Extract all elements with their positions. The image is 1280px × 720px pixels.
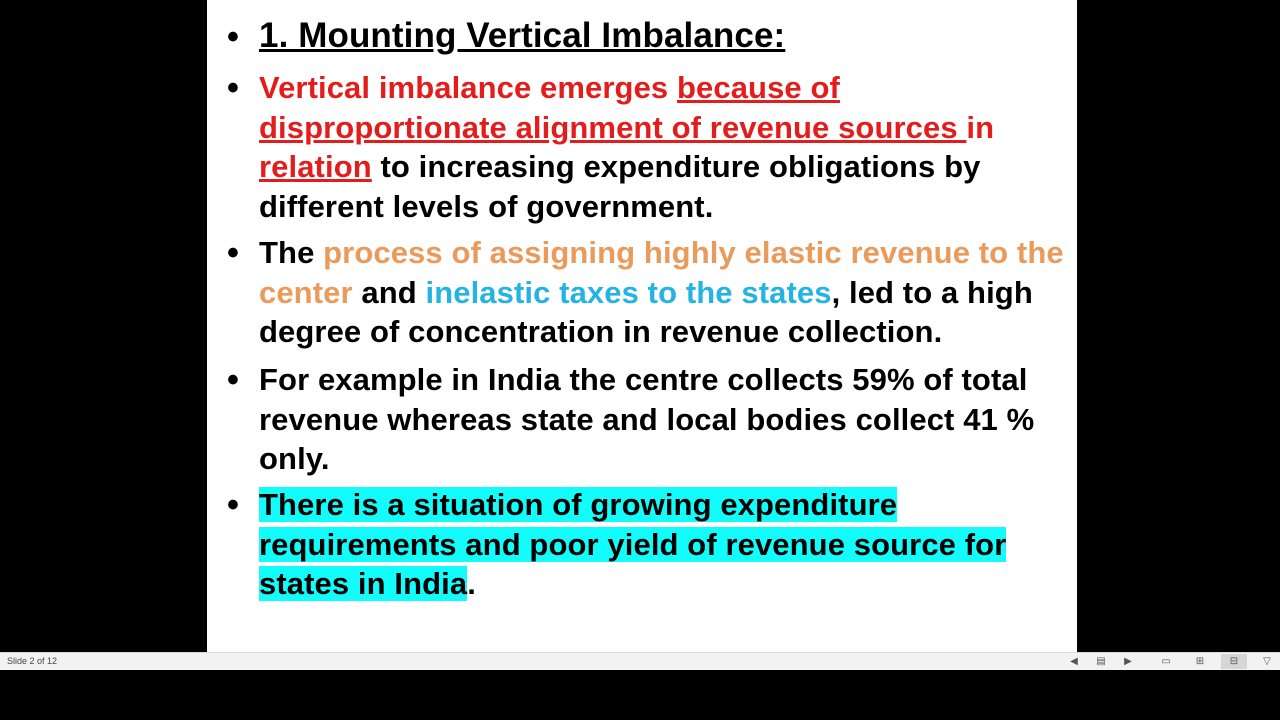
bullet-4: •	[227, 361, 239, 399]
status-bar	[0, 652, 1280, 670]
paragraph-example: For example in India the centre collects 59% of total revenue whereas state and local bodies collect 41 % only.	[259, 362, 1035, 476]
slideshow-icon[interactable]: ▽	[1263, 656, 1271, 667]
p1-red-relation: relation	[259, 149, 372, 184]
p2-and: and	[352, 274, 426, 310]
p1-red-in: in	[966, 109, 995, 145]
next-slide-icon[interactable]: ▶	[1124, 656, 1132, 667]
p2-orange-text: process of assigning highly elastic revenue to the center	[259, 235, 1064, 310]
paragraph-process	[259, 233, 1069, 352]
p1-red-underlined: because of disproportionate alignment of revenue sources	[259, 70, 967, 145]
bullet-1: •	[227, 18, 239, 56]
bullet-2: •	[227, 69, 239, 107]
p4-highlighted-text: There is a situation of growing expenditure requirements and poor yield of revenue source for states in India	[259, 487, 1007, 601]
bullet-5: •	[227, 486, 239, 524]
normal-view-icon[interactable]: ⊟	[1221, 654, 1247, 669]
p1-black-text: to increasing expenditure obligations by different levels of government.	[259, 149, 981, 224]
paragraph-vertical-imbalance	[259, 68, 1069, 226]
paragraph-situation	[259, 485, 1029, 604]
p2-rest: , led to a high degree of concentration in revenue collection.	[259, 274, 1033, 349]
reading-view-icon[interactable]: ▭	[1161, 656, 1171, 667]
previous-slide-icon[interactable]: ◀	[1070, 656, 1078, 667]
slide-sorter-icon[interactable]: ⊞	[1195, 656, 1205, 667]
p2-the: The	[259, 235, 324, 270]
slide-menu-icon[interactable]: ▤	[1096, 656, 1106, 667]
slide-heading: 1. Mounting Vertical Imbalance:	[259, 16, 786, 55]
p4-period: .	[467, 566, 476, 601]
slide-canvas	[207, 0, 1077, 652]
p2-blue-text: inelastic taxes to the states	[425, 274, 832, 310]
slide-counter[interactable]: Slide 2 of 12	[7, 656, 58, 666]
bullet-3: •	[227, 234, 239, 272]
p1-red-text: Vertical imbalance emerges	[259, 70, 677, 105]
